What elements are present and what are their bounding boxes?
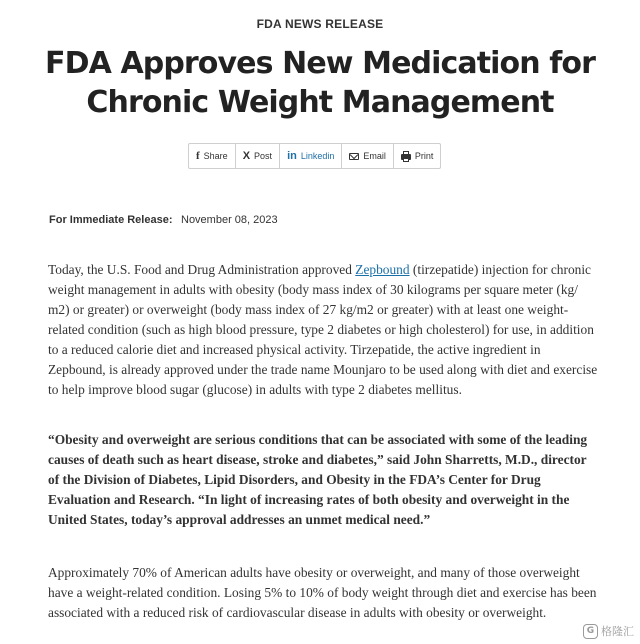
share-print-label: Print <box>414 151 434 161</box>
p1-text-before-link: Today, the U.S. Food and Drug Administration approved <box>48 262 356 277</box>
share-x-label: Post <box>254 151 273 161</box>
watermark <box>583 623 634 639</box>
release-date: November 08, 2023 <box>181 214 278 226</box>
share-linkedin-button[interactable] <box>280 144 342 168</box>
share-facebook-button[interactable] <box>189 144 236 168</box>
watermark-text: 格隆汇 <box>601 625 634 638</box>
release-info <box>49 214 278 226</box>
page-title: FDA Approves New Medication for Chronic Weight Management <box>44 46 596 120</box>
share-linkedin-label: Linkedin <box>300 151 335 161</box>
linkedin-icon: in <box>287 149 297 162</box>
p1-text-after-link: (tirzepatide) injection for chronic weight management in adults with obesity (body mass index of 30 kilograms per square meter (kg/ m2) or greater) or overweight (body mass index of 27 kg/m2 or greater) with at least one weight-related condition (such as high blood pressure, type 2 diabetes or high cholesterol) for use, in addition to a reduced calorie diet and increased physical activity. Tirzepatide, the active ingredient in Zepbound, is already approved under the trade name Mounjaro to be used along with diet and exercise to help improve blood sugar (glucose) in adults with type 2 diabetes mellitus. <box>48 262 598 397</box>
share-email-button[interactable] <box>342 144 394 168</box>
share-facebook-label: Share <box>203 151 228 161</box>
x-icon: X <box>242 149 251 162</box>
body-quote-paragraph: “Obesity and overweight are serious conditions that can be associated with some of the leading causes of death such as heart disease, stroke and diabetes,” said John Sharretts, M.D., director of the Division of Diabetes, Lipid Disorders, and Obesity in the FDA’s Center for Drug Evaluation and Research. “In light of increasing rates of both obesity and overweight in the United States, today’s approval addresses an unmet medical need.” <box>48 432 588 527</box>
mail-icon <box>349 153 359 160</box>
body-paragraph-3: Approximately 70% of American adults have obesity or overweight, and many of those overweight have a weight-related condition. Losing 5% to 10% of body weight through diet and exercise has been associated with a reduced risk of cardiovascular disease in adults with obesity or overweight. <box>48 565 597 620</box>
watermark-logo-icon: G <box>583 624 598 639</box>
share-print-button[interactable] <box>394 144 441 168</box>
share-x-button[interactable] <box>236 144 280 168</box>
print-icon <box>401 154 411 160</box>
zepbound-link[interactable]: Zepbound <box>355 262 410 277</box>
share-email-label: Email <box>363 151 386 161</box>
release-label: For Immediate Release: <box>49 214 173 226</box>
body-paragraph-1 <box>48 260 600 400</box>
share-toolbar <box>188 143 441 169</box>
facebook-icon: f <box>196 149 200 162</box>
news-release-kicker: FDA NEWS RELEASE <box>256 17 384 31</box>
